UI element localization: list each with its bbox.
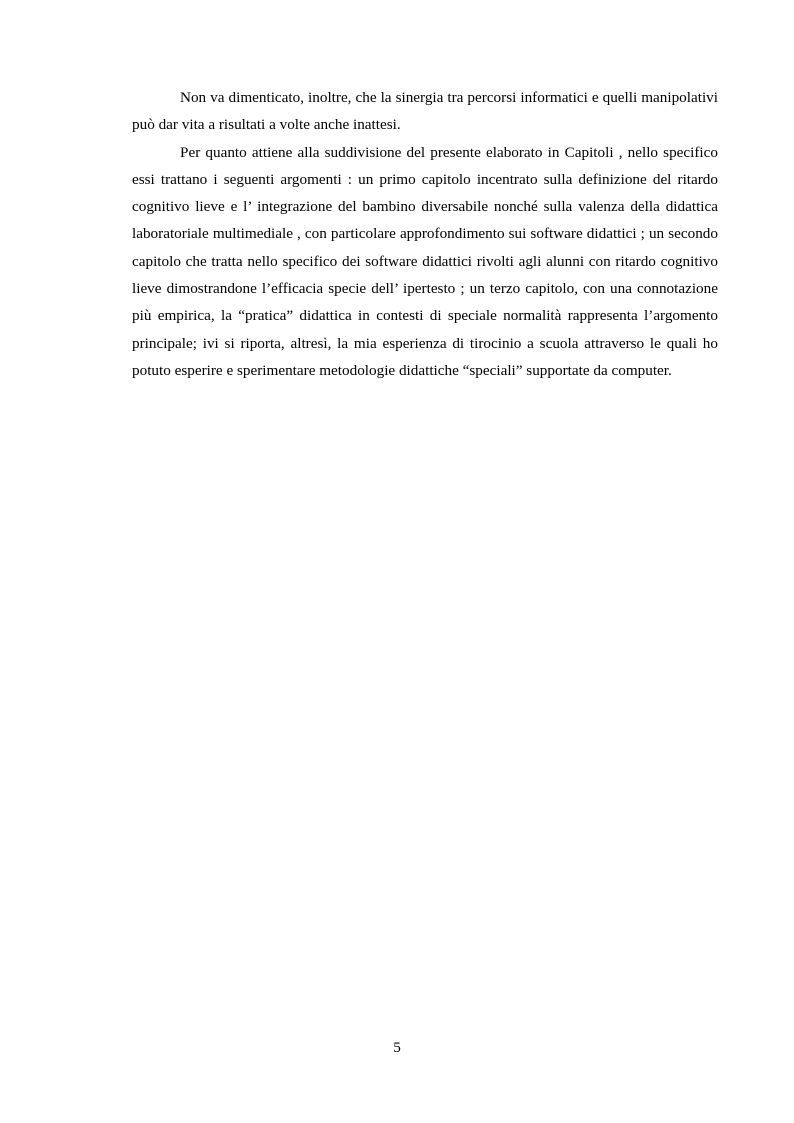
paragraph-informatics-synergy: Non va dimenticato, inoltre, che la sinergia tra percorsi informatici e quelli manipolativi può dar vita a risultati a volte anche inattesi. (132, 89, 718, 134)
body-text (132, 84, 718, 384)
paragraph-chapter-outline: Per quanto attiene alla suddivisione del presente elaborato in Capitoli , nello specifico essi trattano i seguenti argomenti : un primo capitolo incentrato sulla definizione del ritardo cognitivo lieve e l’ integrazione del bambino diversabile nonché sulla valenza della didattica laboratoriale multimediale , con particolare approfondimento sui software didattici ; un secondo capitolo che tratta nello specifico dei software didattici rivolti agli alunni con ritardo cognitivo lieve dimostrandone l’efficacia specie dell’ ipertesto ; un terzo capitolo, con una connotazione più empirica, la “pratica” didattica in contesti di speciale normalità rappresenta l’argomento principale; ivi si riporta, altresì, la mia esperienza di tirocinio a scuola attraverso le quali ho potuto esperire e sperimentare metodologie didattiche “speciali” supportate da computer. (132, 143, 718, 379)
page-number: 5 (393, 1039, 401, 1056)
